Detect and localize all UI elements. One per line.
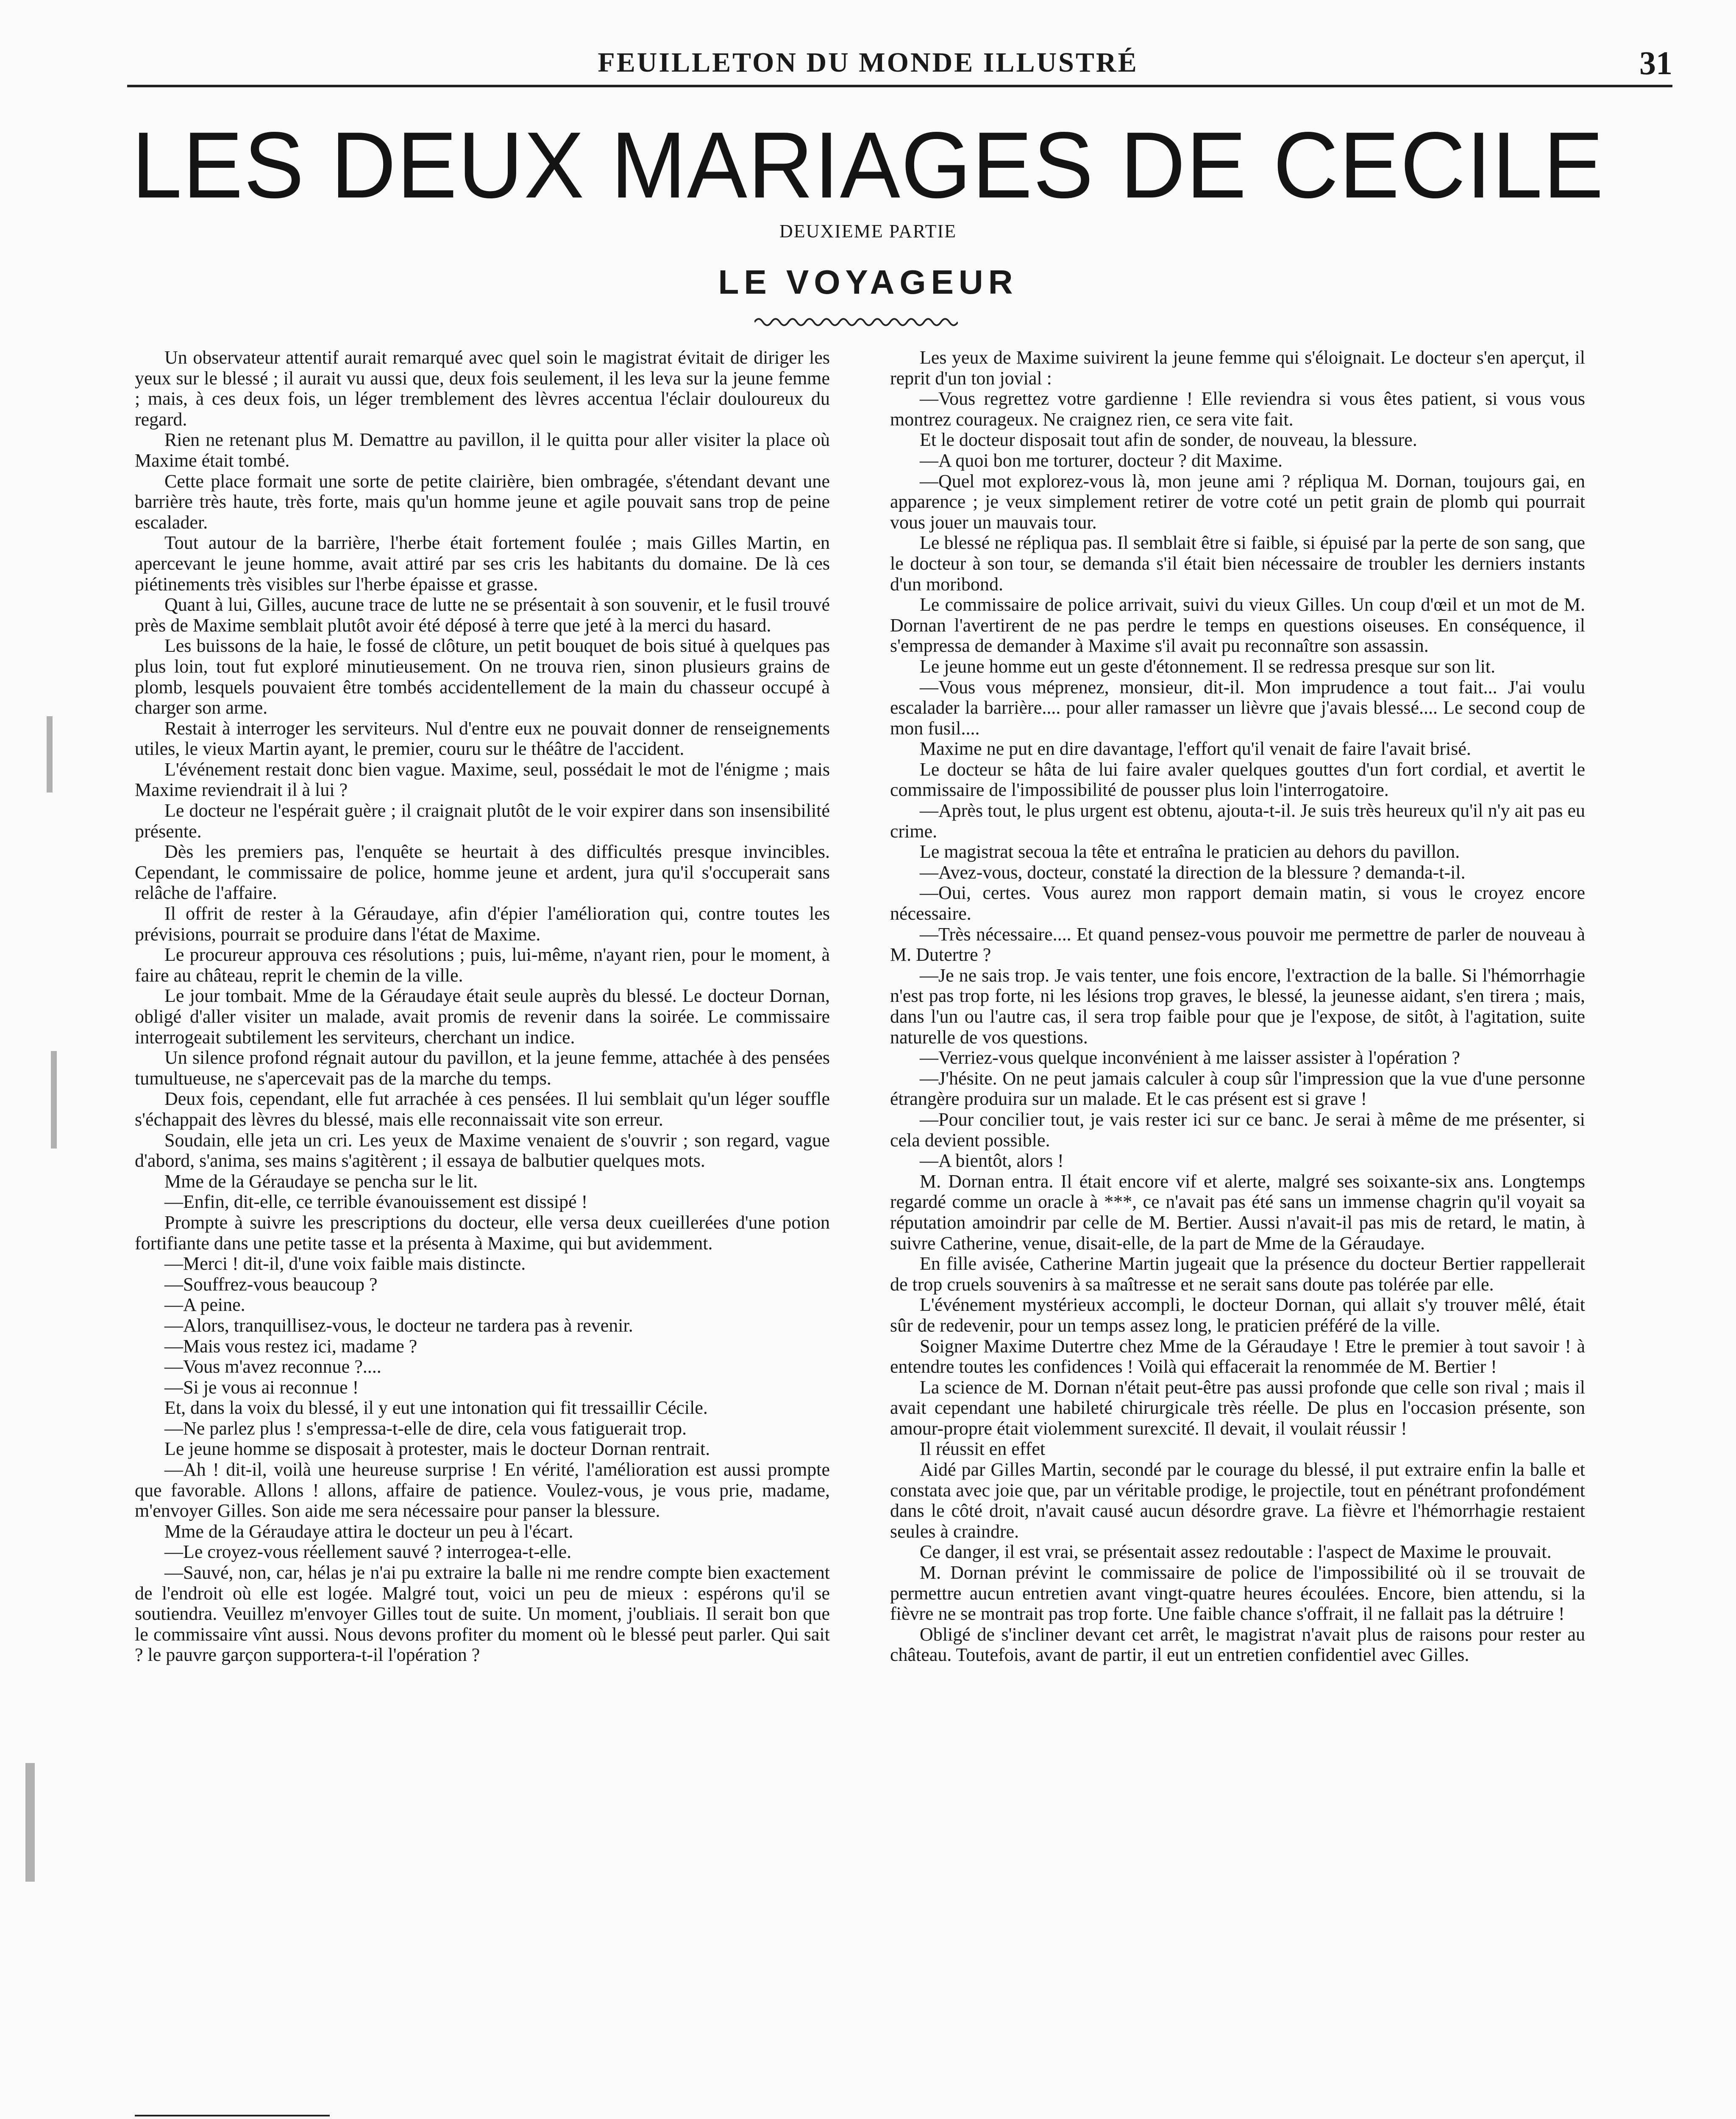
paragraph: Soudain, elle jeta un cri. Les yeux de Maxime venaient de s'ouvrir ; son regard, vague d'abord, s'anima, ses mains s'agitèrent ; il essaya de balbutier quelques mots.	[135, 1129, 830, 1171]
paragraph: Le docteur ne l'espérait guère ; il craignait plutôt de le voir expirer dans son insensibilité présente.	[135, 800, 830, 842]
paragraph: Soigner Maxime Dutertre chez Mme de la Géraudaye ! Etre le premier à tout savoir ! à entendre toutes les confidences ! Voilà qui effacerait la renommée de M. Bertier !	[890, 1335, 1585, 1377]
paragraph: Restait à interroger les serviteurs. Nul d'entre eux ne pouvait donner de renseignements utiles, le vieux Martin ayant, le premier, couru sur le théâtre de l'accident.	[135, 717, 830, 759]
paragraph: —Souffrez-vous beaucoup ?	[164, 1274, 378, 1295]
paragraph: Prompte à suivre les prescriptions du docteur, elle versa deux cueillerées d'une potion fortifiante dans une petite tasse et la présenta à Maxime, qui but avidemment.	[135, 1212, 830, 1254]
paragraph: —Oui, certes. Vous aurez mon rapport demain matin, si vous le croyez encore nécessaire.	[890, 882, 1585, 924]
paragraph: Et, dans la voix du blessé, il y eut une intonation qui fit tressaillir Cécile.	[164, 1397, 708, 1418]
paragraph: —Je ne sais trop. Je vais tenter, une fois encore, l'extraction de la balle. Si l'hémorrhagie n'est pas trop forte, ni les lésions trop graves, le blessé, la jeunesse aidant, s'en tirera ; mais, dans l'un ou l'autre cas, il sera trop faible pour que je l'expose, de sitôt, à l'agitation, suite naturelle de vos questions.	[890, 965, 1585, 1048]
paragraph: —Le croyez-vous réellement sauvé ? interrogea-t-elle.	[164, 1541, 572, 1563]
paragraph: Le docteur se hâta de lui faire avaler quelques gouttes d'un fort cordial, et avertit le commissaire de l'impossibilité de pousser plus loin l'interrogatoire.	[890, 759, 1585, 801]
paragraph: Tout autour de la barrière, l'herbe était fortement foulée ; mais Gilles Martin, en apercevant le jeune homme, avait attiré par ses cris les habitants du domaine. De là ces piétinements très visibles sur l'herbe épaisse et grasse.	[135, 532, 830, 595]
running-header: FEUILLETON DU MONDE ILLUSTRÉ	[598, 47, 1138, 78]
paragraph: Le commissaire de police arrivait, suivi du vieux Gilles. Un coup d'œil et un mot de M. Dornan l'avertirent de ne pas perdre le temps en questions oiseuses. En conséquence, il s'empressa de demander à Maxime s'il avait pu reconnaître son assassin.	[890, 594, 1585, 656]
paragraph: Le jeune homme eut un geste d'étonnement. Il se redressa presque sur son lit.	[920, 656, 1496, 677]
paragraph: Obligé de s'incliner devant cet arrêt, le magistrat n'avait plus de raisons pour rester au château. Toutefois, avant de partir, il eut un entretien confidentiel avec Gilles.	[890, 1624, 1585, 1666]
paragraph: Les yeux de Maxime suivirent la jeune femme qui s'éloignait. Le docteur s'en aperçut, il reprit d'un ton jovial :	[890, 347, 1585, 389]
paragraph: —Alors, tranquillisez-vous, le docteur ne tardera pas à revenir.	[164, 1315, 633, 1336]
paragraph: Mme de la Géraudaye se pencha sur le lit.	[164, 1171, 478, 1192]
paragraph: Le jeune homme se disposait à protester, mais le docteur Dornan rentrait.	[164, 1438, 710, 1460]
header-rule	[127, 85, 1672, 87]
story-title: LES DEUX MARIAGES DE CECILE	[131, 113, 1605, 218]
paragraph: Le blessé ne répliqua pas. Il semblait être si faible, si épuisé par la perte de son sang, que le docteur à son tour, se demanda s'il était bien nécessaire de troubler les derniers instants d'un moribond.	[890, 532, 1585, 595]
paragraph: Il offrit de rester à la Géraudaye, afin d'épier l'amélioration qui, contre toutes les prévisions, pourrait se produire dans l'état de Maxime.	[135, 903, 830, 945]
paragraph: —A peine.	[164, 1294, 245, 1315]
paragraph: —A quoi bon me torturer, docteur ? dit Maxime.	[920, 450, 1283, 471]
paragraph: —Sauvé, non, car, hélas je n'ai pu extraire la balle ni me rendre compte bien exactement de l'endroit où elle est logée. Malgré tout, voici un peu de mieux : espérons qu'il se soutiendra. Veuillez m'envoyer Gilles tout de suite. Un moment, j'oubliais. Il serait bon que le commissaire vînt aussi. Nous devons profiter du moment où le blessé peut parler. Qui sait ? le pauvre garçon supportera-t-il l'opération ?	[135, 1562, 830, 1666]
paragraph: En fille avisée, Catherine Martin jugeait que la présence du docteur Bertier rappellerait de trop cruels souvenirs à sa maîtresse et ne serait sans doute pas tolérée par elle.	[890, 1253, 1585, 1295]
paragraph: Et le docteur disposait tout afin de sonder, de nouveau, la blessure.	[920, 429, 1417, 450]
paragraph: Rien ne retenant plus M. Demattre au pavillon, il le quitta pour aller visiter la place où Maxime était tombé.	[135, 429, 830, 471]
paragraph: M. Dornan prévint le commissaire de police de l'impossibilité où il se trouvait de permettre aucun entretien avant vingt-quatre heures écoulées. Encore, bien attendu, si la fièvre ne se montrait pas trop forte. Une faible chance s'offrait, il ne fallait pas la détruire !	[890, 1562, 1585, 1624]
paragraph: —Verriez-vous quelque inconvénient à me laisser assister à l'opération ?	[920, 1047, 1460, 1068]
paragraph: —Mais vous restez ici, madame ?	[164, 1335, 417, 1357]
paragraph: Les buissons de la haie, le fossé de clôture, un petit bouquet de bois situé à quelques pas plus loin, tout fut exploré minutieusement. On ne trouva rien, sinon plusieurs grains de plomb, lesquels pouvaient être tombés accidentellement de la main du chasseur occupé à charger son arme.	[135, 635, 830, 718]
paragraph: —Ah ! dit-il, voilà une heureuse surprise ! En vérité, l'amélioration est aussi prompte que favorable. Allons ! allons, affaire de patience. Voulez-vous, je vous prie, madame, m'envoyer Gilles. Son aide me sera nécessaire pour panser la blessure.	[135, 1459, 830, 1521]
paragraph: —Très nécessaire.... Et quand pensez-vous pouvoir me permettre de parler de nouveau à M. Dutertre ?	[890, 923, 1585, 965]
paragraph: —Si je vous ai reconnue !	[164, 1377, 359, 1398]
paragraph: Mme de la Géraudaye attira le docteur un peu à l'écart.	[164, 1521, 573, 1542]
paragraph: —Ne parlez plus ! s'empressa-t-elle de dire, cela vous fatiguerait trop.	[164, 1418, 687, 1439]
paragraph: Aidé par Gilles Martin, secondé par le courage du blessé, il put extraire enfin la balle et constata avec joie que, par un véritable prodige, le projectile, tout en pénétrant profondément dans le côté droit, n'avait causé aucun désordre grave. La fièvre et l'hémorrhagie restaient seules à craindre.	[890, 1459, 1585, 1542]
paragraph: Un silence profond régnait autour du pavillon, et la jeune femme, attachée à des pensées tumultueuse, ne s'apercevait pas de la marche du temps.	[135, 1047, 830, 1089]
paragraph: —Vous regrettez votre gardienne ! Elle reviendra si vous êtes patient, si vous vous montrez courageux. Ne craignez rien, ce sera vite fait.	[890, 388, 1585, 430]
paragraph: L'événement mystérieux accompli, le docteur Dornan, qui allait s'y trouver mêlé, était sûr de redevenir, pour un temps assez long, le praticien préféré de la ville.	[890, 1294, 1585, 1336]
paragraph: —Vous m'avez reconnue ?....	[164, 1356, 381, 1377]
part-label: DEUXIEME PARTIE	[779, 221, 957, 242]
paragraph: —Avez-vous, docteur, constaté la direction de la blessure ? demanda-t-il.	[920, 862, 1466, 883]
paragraph: Deux fois, cependant, elle fut arrachée à ces pensées. Il lui semblait qu'un léger souffle s'échappait des lèvres du blessé, mais elle reconnaissait vite son erreur.	[135, 1088, 830, 1130]
paragraph: —J'hésite. On ne peut jamais calculer à coup sûr l'impression que la vue d'une personne étrangère produira sur un malade. Et le cas présent est si grave !	[890, 1068, 1585, 1110]
paragraph: Ce danger, il est vrai, se présentait assez redoutable : l'aspect de Maxime le prouvait.	[920, 1541, 1552, 1563]
paragraph: L'événement restait donc bien vague. Maxime, seul, possédait le mot de l'énigme ; mais Maxime reviendrait il à lui ?	[135, 759, 830, 801]
paragraph: M. Dornan entra. Il était encore vif et alerte, malgré ses soixante-six ans. Longtemps regardé comme un oracle à ***, ce n'avait pas été sans un immense chagrin qu'il voyait sa réputation amoindrir par celle de M. Bertier. Aussi n'avait-il pas mis de retard, le matin, à suivre Catherine, venue, disait-elle, de la part de Mme de la Géraudaye.	[890, 1171, 1585, 1254]
paragraph: Le magistrat secoua la tête et entraîna le praticien au dehors du pavillon.	[920, 841, 1460, 862]
paragraph: —Merci ! dit-il, d'une voix faible mais distincte.	[164, 1253, 526, 1274]
paragraph: —Pour concilier tout, je vais rester ici sur ce banc. Je serai à même de me présenter, si cela devient possible.	[890, 1109, 1585, 1151]
margin-smudge	[51, 1051, 57, 1148]
paragraph: Un observateur attentif aurait remarqué avec quel soin le magistrat évitait de diriger les yeux sur le blessé ; il aurait vu aussi que, deux fois seulement, il les leva sur la jeune femme ; mais, à ces deux fois, un léger tremblement des lèvres accentua l'éclair douloureux du regard.	[135, 347, 830, 430]
margin-smudge	[25, 1763, 35, 1882]
paragraph: Le procureur approuva ces résolutions ; puis, lui-même, n'ayant rien, pour le moment, à faire au château, reprit le chemin de la ville.	[135, 944, 830, 986]
paragraph: —Quel mot explorez-vous là, mon jeune ami ? répliqua M. Dornan, toujours gai, en apparence ; je veux simplement retirer de votre coté un petit grain de plomb qui pourrait vous jouer un mauvais tour.	[890, 470, 1585, 533]
footer-rule	[135, 2115, 330, 2116]
paragraph: —A bientôt, alors !	[920, 1150, 1064, 1171]
left-column	[135, 348, 830, 1666]
right-column	[890, 348, 1585, 1666]
chapter-title: LE VOYAGEUR	[718, 263, 1018, 301]
paragraph: Cette place formait une sorte de petite clairière, bien ombragée, s'étendant devant une barrière très haute, très forte, mais qu'un homme jeune et agile pouvait sans trop de peine escalader.	[135, 470, 830, 533]
paragraph: Dès les premiers pas, l'enquête se heurtait à des difficultés presque invincibles. Cependant, le commissaire de police, homme jeune et ardent, jura qu'il s'occuperait sans relâche de l'affaire.	[135, 841, 830, 904]
paragraph: —Vous vous méprenez, monsieur, dit-il. Mon imprudence a tout fait... J'ai voulu escalader la barrière.... pour aller ramasser un lièvre que j'avais blessé.... Le second coup de mon fusil....	[890, 676, 1585, 739]
margin-smudge	[47, 716, 53, 793]
paragraph: —Enfin, dit-elle, ce terrible évanouissement est dissipé !	[164, 1191, 588, 1212]
paragraph: Le jour tombait. Mme de la Géraudaye était seule auprès du blessé. Le docteur Dornan, obligé d'aller visiter un malade, avait promis de revenir dans la soirée. Le commissaire interrogeait subtilement les serviteurs, cherchant un indice.	[135, 985, 830, 1048]
paragraph: Quant à lui, Gilles, aucune trace de lutte ne se présentait à son souvenir, et le fusil trouvé près de Maxime semblait plutôt avoir été déposé à terre que jeté à la merci du hasard.	[135, 594, 830, 636]
paragraph: —Après tout, le plus urgent est obtenu, ajouta-t-il. Je suis très heureux qu'il n'y ait pas eu crime.	[890, 800, 1585, 842]
paragraph: Maxime ne put en dire davantage, l'effort qu'il venait de faire l'avait brisé.	[920, 738, 1471, 759]
ornament-wave	[754, 314, 958, 331]
page-number: 31	[1639, 44, 1672, 81]
paragraph: Il réussit en effet	[920, 1438, 1046, 1460]
paragraph: La science de M. Dornan n'était peut-être pas aussi profonde que celle son rival ; mais il avait cependant une habileté chirurgicale très réelle. De plus en l'occasion présente, son amour-propre était violemment surexcité. Il devait, il voulait réussir !	[890, 1377, 1585, 1439]
